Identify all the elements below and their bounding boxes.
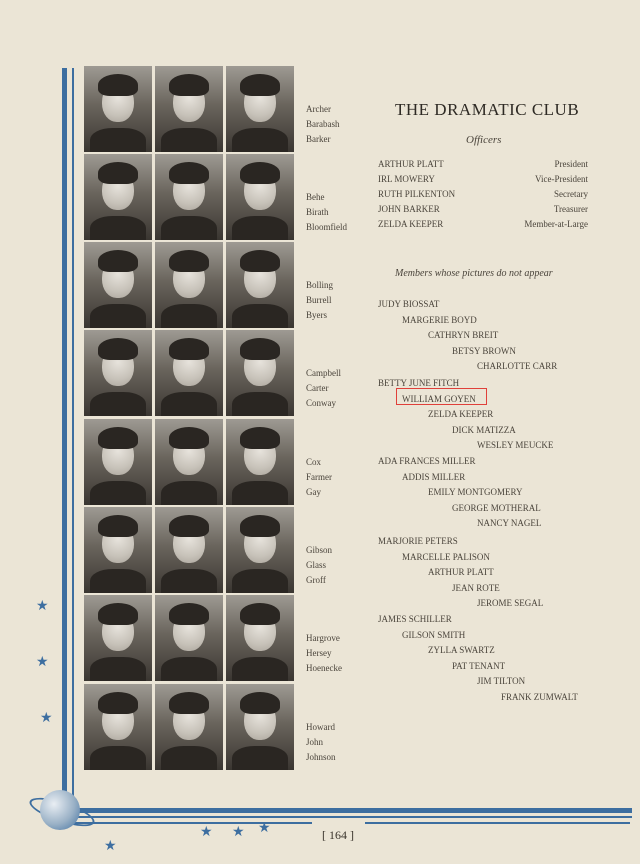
member-name: ADDIS MILLER [402,471,466,482]
member-name: MARJORIE PETERS [378,536,458,546]
officer-name: ZELDA KEEPER [378,219,444,229]
portrait-photo [155,507,223,593]
portrait-photo [84,154,152,240]
portrait-names [306,720,336,765]
portrait-name: Barker [306,134,331,144]
member-name: ZYLLA SWARTZ [428,645,495,655]
portrait-photo [226,66,294,152]
portrait-name: Hargrove [306,633,340,643]
portrait-names [306,190,347,235]
officer-role: Treasurer [553,204,588,214]
left-border-thin [72,68,74,808]
member-name: PAT TENANT [452,660,506,671]
member-name: BETTY JUNE FITCH [378,378,460,388]
portrait-names [306,102,340,147]
officer-role: Vice-President [535,174,588,184]
planet-icon [40,790,80,830]
portrait-names [306,543,332,588]
portrait-name: Cox [306,457,322,467]
member-name: EMILY MONTGOMERY [428,487,523,497]
officer-role: Member-at-Large [524,219,588,229]
portrait-name: Hoenecke [306,663,342,673]
portrait-photo [84,419,152,505]
portrait-name: Carter [306,383,329,393]
member-name: ZELDA KEEPER [428,409,494,419]
portrait-name: Johnson [306,752,336,762]
portrait-photo [84,684,152,770]
member-name: WILLIAM GOYEN [402,393,476,404]
officer-name: RUTH PILKENTON [378,189,456,199]
portrait-name: Byers [306,310,327,320]
officer-role: Secretary [554,189,588,199]
portrait-name: Gibson [306,545,333,555]
member-name: FRANK ZUMWALT [501,691,578,702]
member-name: BETSY BROWN [452,345,516,356]
member-name: JEAN ROTE [452,582,500,593]
portrait-photo [226,154,294,240]
portrait-photo [155,684,223,770]
star-icon: ★ [258,821,271,836]
portrait-name: Burrell [306,295,332,305]
members-heading: Members whose pictures do not appear [395,268,553,279]
highlight-box [396,388,487,405]
portrait-photo [155,330,223,416]
portrait-name: Campbell [306,368,341,378]
portrait-photo [155,419,223,505]
officer-role: President [554,159,588,169]
portrait-name: John [306,737,324,747]
left-border-thick [62,68,67,808]
star-icon: ★ [104,839,117,854]
portrait-photo [226,242,294,328]
officer-name: IRL MOWERY [378,174,435,184]
member-name: JAMES SCHILLER [378,614,452,624]
member-name: ADA FRANCES MILLER [378,456,476,466]
member-name: CHARLOTTE CARR [477,361,558,371]
member-name: MARGERIE BOYD [402,314,477,325]
portrait-name: Birath [306,207,329,217]
member-name: JIM TILTON [477,676,526,686]
portrait-names [306,366,341,411]
portrait-photo [155,154,223,240]
portrait-name: Bolling [306,280,334,290]
portrait-photo [155,66,223,152]
star-icon: ★ [36,655,49,670]
officers-heading: Officers [466,134,502,146]
star-icon: ★ [40,711,53,726]
bottom-border-low-left [72,822,312,824]
portrait-name: Gay [306,487,321,497]
portrait-name: Glass [306,560,326,570]
bottom-border-thin [72,816,632,818]
portrait-name: Conway [306,398,336,408]
portrait-photo [226,507,294,593]
portrait-name: Archer [306,104,331,114]
portrait-name: Hersey [306,648,332,658]
star-icon: ★ [200,825,213,840]
member-name: GEORGE MOTHERAL [452,502,541,513]
member-name: GILSON SMITH [402,629,466,640]
portrait-names [306,278,333,323]
portrait-photo [226,330,294,416]
member-name: ARTHUR PLATT [428,567,494,577]
member-name: JEROME SEGAL [477,598,544,608]
member-name: MARCELLE PALISON [402,551,490,562]
portrait-photo [155,595,223,681]
officer-name: ARTHUR PLATT [378,159,444,169]
portrait-photo [84,66,152,152]
portrait-name: Howard [306,722,335,732]
member-name: NANCY NAGEL [477,518,542,528]
portrait-name: Bloomfield [306,222,347,232]
portrait-names [306,455,332,500]
officer-name: JOHN BARKER [378,204,440,214]
member-name: CATHRYN BREIT [428,330,499,340]
portrait-name: Groff [306,575,326,585]
portrait-name: Barabash [306,119,340,129]
portrait-photo [84,595,152,681]
portrait-photo [155,242,223,328]
page-number: [ 164 ] [322,828,354,842]
member-name: DICK MATIZZA [452,424,516,435]
portrait-photo [84,507,152,593]
portrait-photo [84,330,152,416]
portrait-names [306,631,342,676]
portrait-photo [226,419,294,505]
star-icon: ★ [232,825,245,840]
portrait-photo [226,595,294,681]
member-name: WESLEY MEUCKE [477,440,554,450]
portrait-name: Farmer [306,472,332,482]
portrait-photo [84,242,152,328]
portrait-photo [226,684,294,770]
member-name: JUDY BIOSSAT [378,299,440,309]
portrait-name: Behe [306,192,325,202]
bottom-border-thick [72,808,632,813]
bottom-border-low-right [365,822,630,824]
star-icon: ★ [36,599,49,614]
page-title: THE DRAMATIC CLUB [395,100,580,119]
